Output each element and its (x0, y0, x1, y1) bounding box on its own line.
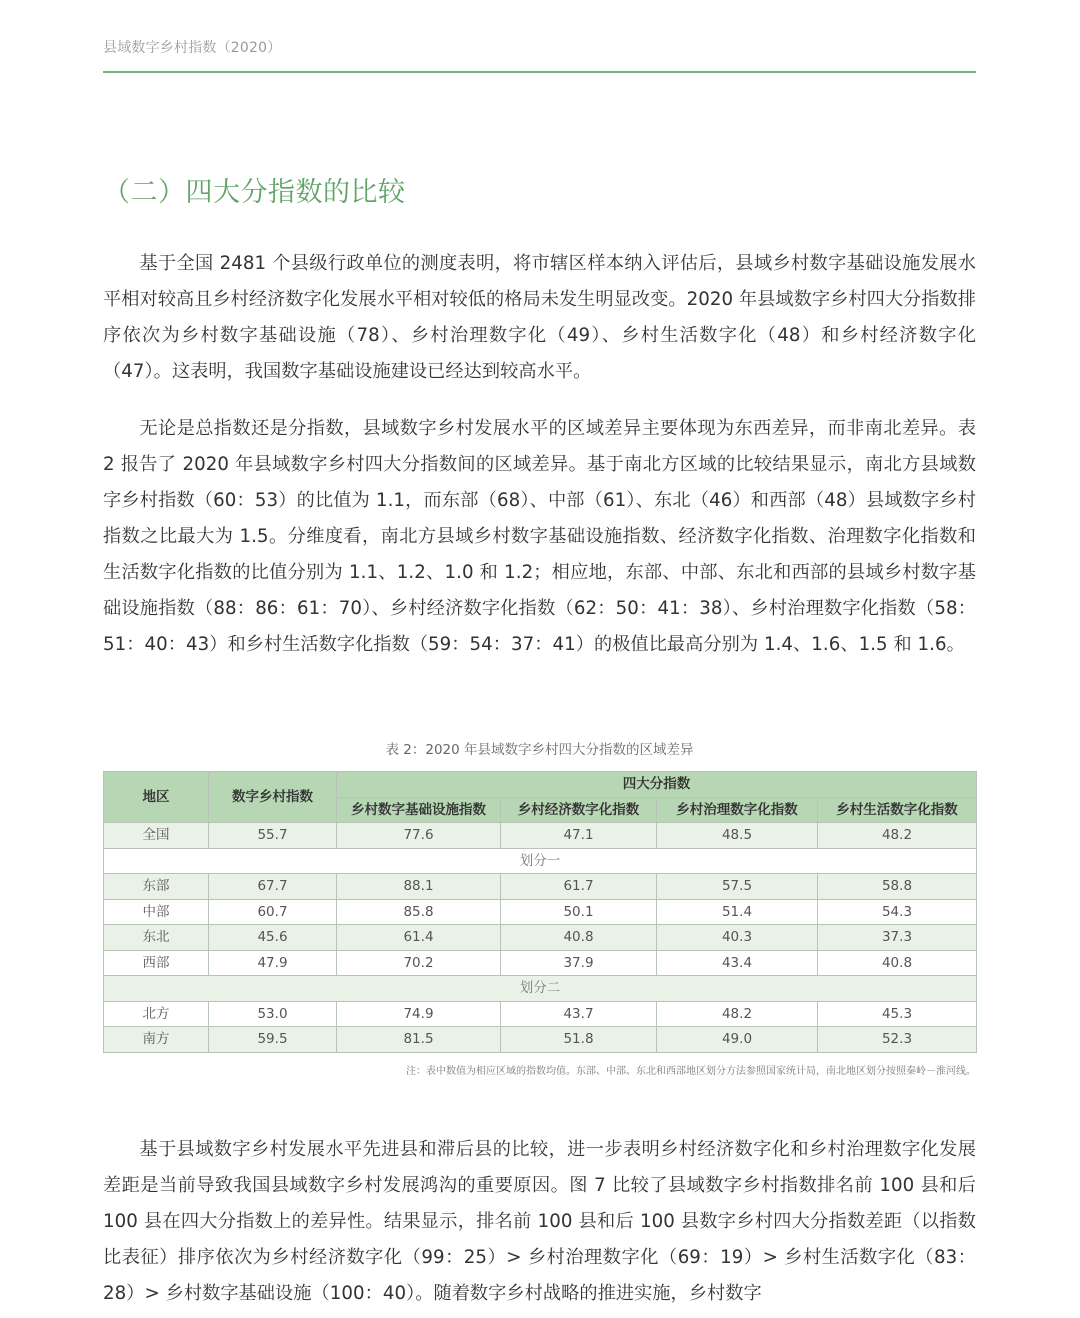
group-row-division-2 (104, 976, 977, 1002)
paragraph-2: 无论是总指数还是分指数，县域数字乡村发展水平的区域差异主要体现为东西差异，而非南北差异。表 2 报告了 2020 年县域数字乡村四大分指数间的区域差异。基于南北方区域的比较结果显示，南北方县域数字乡村指数（60：53）的比值为 1.1，而东部（68）、中部（61）、东北（46）和西部（48）县域数字乡村指数之比最大为 1.5。分维度看，南北方县域乡村数字基础设施指数、经济数字化指数、治理数字化指数和生活数字化指数的比值分别为 1.1、1.2、1.0 和 1.2；相应地，东部、中部、东北和西部的县域乡村数字基础设施指数（88：86：61：70）、乡村经济数字化指数（62：50：41：38）、乡村治理数字化指数（58：51：40：43）和乡村生活数字化指数（59：54：37：41）的极值比最高分别为 1.4、1.6、1.5 和 1.6。 (103, 418, 976, 655)
paragraph-1: 基于全国 2481 个县级行政单位的测度表明，将市辖区样本纳入评估后，县域乡村数字基础设施发展水平相对较高且乡村经济数字化发展水平相对较低的格局未发生明显改变。2020 年县域数字乡村四大分指数排序依次为乡村数字基础设施（78）、乡村治理数字化（49）、乡村生活数字化（48）和乡村经济数字化（47）。这表明，我国数字基础设施建设已经达到较高水平。 (103, 253, 977, 382)
cell-region: 南方 (104, 1027, 209, 1053)
cell-region: 东部 (104, 874, 209, 900)
header-governance: 乡村治理数字化指数 (657, 797, 818, 823)
cell-value: 61.4 (337, 925, 501, 951)
cell-value: 45.3 (818, 1001, 977, 1027)
header-overall-index: 数字乡村指数 (209, 772, 337, 823)
header-sub-index-group: 四大分指数 (337, 772, 977, 798)
cell-value: 57.5 (657, 874, 818, 900)
cell-value: 50.1 (501, 899, 657, 925)
header-infrastructure: 乡村数字基础设施指数 (337, 797, 501, 823)
header-region: 地区 (104, 772, 209, 823)
cell-value: 61.7 (501, 874, 657, 900)
header-economy: 乡村经济数字化指数 (501, 797, 657, 823)
table-row (104, 899, 977, 925)
cell-value: 48.2 (818, 823, 977, 849)
table-note: 注：表中数值为相应区域的指数均值。东部、中部、东北和西部地区划分方法参照国家统计局，南北地区划分按照秦岭－淮河线。 (406, 1066, 976, 1077)
cell-region: 西部 (104, 950, 209, 976)
cell-value: 54.3 (818, 899, 977, 925)
regional-index-table (103, 771, 977, 1053)
cell-value: 88.1 (337, 874, 501, 900)
table-row (104, 874, 977, 900)
cell-value: 67.7 (209, 874, 337, 900)
cell-region: 北方 (104, 1001, 209, 1027)
cell-value: 40.8 (501, 925, 657, 951)
group-label: 划分二 (104, 976, 977, 1002)
cell-value: 58.8 (818, 874, 977, 900)
group-row-division-1 (104, 848, 977, 874)
cell-value: 70.2 (337, 950, 501, 976)
cell-value: 60.7 (209, 899, 337, 925)
cell-value: 81.5 (337, 1027, 501, 1053)
header-life: 乡村生活数字化指数 (818, 797, 977, 823)
cell-value: 52.3 (818, 1027, 977, 1053)
group-label: 划分一 (104, 848, 977, 874)
table-row-national (104, 823, 977, 849)
table-row (104, 925, 977, 951)
cell-value: 40.8 (818, 950, 977, 976)
cell-value: 77.6 (337, 823, 501, 849)
cell-value: 55.7 (209, 823, 337, 849)
cell-value: 51.4 (657, 899, 818, 925)
cell-value: 37.9 (501, 950, 657, 976)
cell-value: 45.6 (209, 925, 337, 951)
cell-value: 59.5 (209, 1027, 337, 1053)
table-row (104, 1001, 977, 1027)
cell-value: 40.3 (657, 925, 818, 951)
cell-value: 49.0 (657, 1027, 818, 1053)
cell-value: 48.5 (657, 823, 818, 849)
cell-value: 43.7 (501, 1001, 657, 1027)
table-row (104, 950, 977, 976)
cell-value: 47.9 (209, 950, 337, 976)
section-title: （二）四大分指数的比较 (103, 177, 406, 208)
cell-value: 37.3 (818, 925, 977, 951)
running-header-title: 县域数字乡村指数（2020） (103, 40, 282, 56)
cell-region: 全国 (104, 823, 209, 849)
table-row (104, 1027, 977, 1053)
cell-value: 53.0 (209, 1001, 337, 1027)
cell-value: 74.9 (337, 1001, 501, 1027)
cell-value: 48.2 (657, 1001, 818, 1027)
cell-value: 51.8 (501, 1027, 657, 1053)
header-divider (103, 71, 976, 73)
cell-value: 85.8 (337, 899, 501, 925)
table-header-row (104, 772, 977, 798)
cell-region: 中部 (104, 899, 209, 925)
cell-value: 47.1 (501, 823, 657, 849)
paragraph-3: 基于县域数字乡村发展水平先进县和滞后县的比较，进一步表明乡村经济数字化和乡村治理数字化发展差距是当前导致我国县域数字乡村发展鸿沟的重要原因。图 7 比较了县域数字乡村指数排名前 100 县和后 100 县在四大分指数上的差异性。结果显示，排名前 100 县和后 100 县数字乡村四大分指数差距（以指数比表征）排序依次为乡村经济数字化（99：25）> 乡村治理数字化（69：19）> 乡村生活数字化（83：28）> 乡村数字基础设施（100：40）。随着数字乡村战略的推进实施，乡村数字 (103, 1139, 976, 1304)
table-caption: 表 2：2020 年县域数字乡村四大分指数的区域差异 (385, 742, 694, 758)
cell-value: 43.4 (657, 950, 818, 976)
cell-region: 东北 (104, 925, 209, 951)
